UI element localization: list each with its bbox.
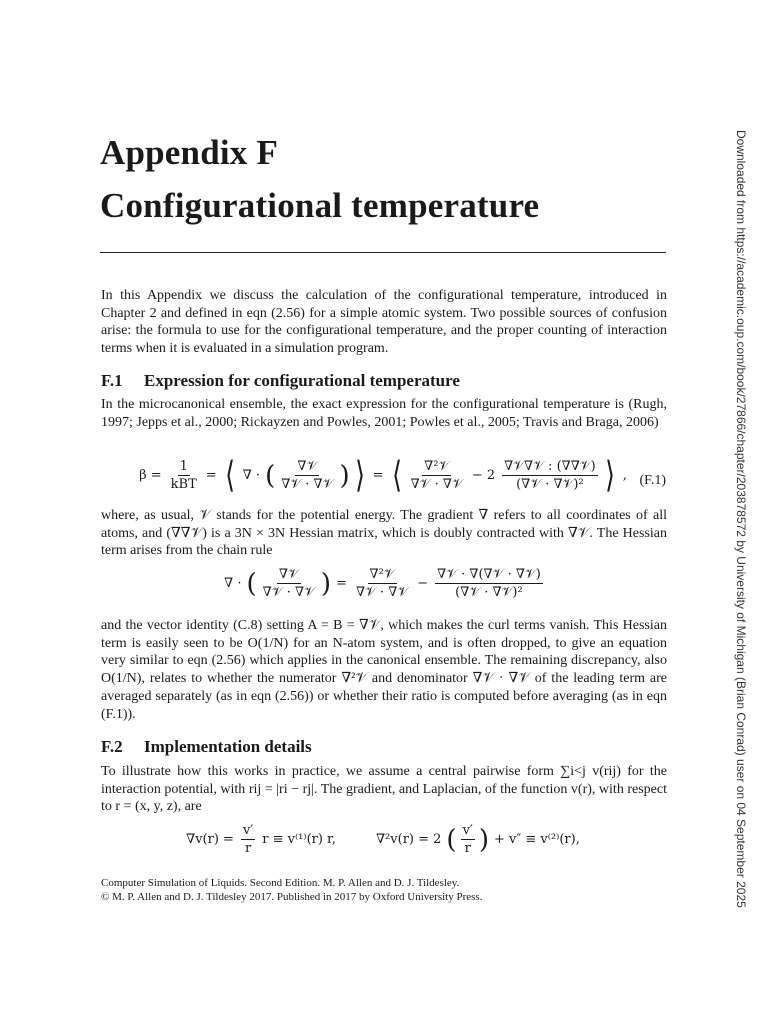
section-number: F.1 <box>101 371 123 390</box>
paren-close: ) <box>478 824 490 855</box>
eq-fraction <box>502 458 598 493</box>
eq-denominator: r <box>464 841 471 856</box>
paren-open: ( <box>246 568 257 599</box>
section-title: Implementation details <box>144 737 312 756</box>
chapter-title: Configurational temperature <box>100 186 540 225</box>
angle-close: ⟩ <box>604 454 615 496</box>
angle-close: ⟩ <box>354 454 365 496</box>
eq-numerator: ∇𝒱 <box>278 567 299 582</box>
equation-chain-rule <box>100 566 666 610</box>
section-heading-f1 <box>101 371 460 391</box>
eq-denominator: ∇𝒱 · ∇𝒱 <box>262 585 315 600</box>
equation-gradient-laplacian <box>100 822 666 866</box>
eq-equals: = <box>372 468 384 483</box>
eq-equals: = <box>336 576 347 591</box>
eq-denominator: ∇𝒱 · ∇𝒱 <box>410 477 463 492</box>
eq-divergence: ∇ · <box>224 576 242 591</box>
eq-fraction <box>409 458 465 493</box>
eq-comma: , <box>622 468 627 483</box>
paren-close: ) <box>339 460 350 491</box>
section1-paragraph3: and the vector identity (C.8) setting A = B = ∇𝒱, which makes the curl terms vanish. This Hessian term is easily seen to be O(1/N) for an N-atom system, and is often dropped, to give an equation very similar to eqn (2.56) which applies in the canonical ensemble. The remaining discrepancy, also O(1/N), relates to whether the numerator ∇²𝒱 and denominator ∇𝒱 · ∇𝒱 of the leading term are averaged separately (as in eqn (2.56)) or whether their ratio is computed before averaging (as in eqn (F.1)). <box>101 618 667 722</box>
eq-laplacian-lhs: ∇²v(r) = 2 <box>375 832 442 847</box>
eq-numerator: ∇𝒱 · ∇(∇𝒱 · ∇𝒱) <box>437 567 541 582</box>
eq-denominator: ∇𝒱 · ∇𝒱 <box>355 585 409 600</box>
eq-divergence: ∇ · <box>242 468 261 483</box>
eq-numerator: 1 <box>179 459 188 474</box>
footer-line-1: Computer Simulation of Liquids. Second Edition. M. P. Allen and D. J. Tildesley. <box>101 877 460 889</box>
eq-fraction <box>279 458 335 493</box>
chapter-label: Appendix F <box>100 133 279 172</box>
section1-paragraph2: where, as usual, 𝒱 stands for the potential energy. The gradient ∇ refers to all coordinates of all atoms, and (∇∇𝒱) is a 3N × 3N Hessian matrix, which is doubly contracted with ∇𝒱. The Hessian term arises from the chain rule <box>101 508 667 559</box>
eq-equals: = <box>205 468 217 483</box>
eq-numerator: ∇²𝒱 <box>424 459 450 474</box>
eq-fraction <box>241 822 255 857</box>
paren-open: ( <box>265 460 276 491</box>
title-rule <box>100 252 666 253</box>
eq-fraction <box>261 566 317 601</box>
section-number: F.2 <box>101 737 123 756</box>
eq-beta: β = <box>139 468 162 483</box>
equation-f1 <box>100 454 666 504</box>
eq-numerator: v′ <box>462 823 473 838</box>
eq-numerator: ∇𝒱∇𝒱 : (∇∇𝒱) <box>504 459 596 474</box>
paren-open: ( <box>446 824 457 855</box>
angle-open: ⟨ <box>224 454 235 496</box>
eq-numerator: ∇𝒱 <box>297 459 318 474</box>
eq-numerator: v′ <box>242 823 254 838</box>
footer <box>101 876 482 904</box>
eq-denominator: kBT <box>170 477 197 492</box>
paren-close: ) <box>320 568 332 599</box>
download-watermark: Downloaded from https://academic.oup.com/book/27866/chapter/203878572 by University of Michigan (Brian Conrad) user on 04 September 2025 <box>734 130 748 908</box>
eq-gradient-lhs: ∇v(r) = <box>186 832 234 847</box>
eq-fraction <box>169 458 199 493</box>
eq-fraction <box>354 566 410 601</box>
footer-line-2: © M. P. Allen and D. J. Tildesley 2017. Published in 2017 by Oxford University Press. <box>101 891 483 903</box>
equation-number: (F.1) <box>639 473 666 488</box>
eq-laplacian-rhs: + v″ ≡ v⁽²⁾(r), <box>494 832 580 847</box>
section1-paragraph1: In the microcanonical ensemble, the exact expression for the configurational temperature is (Rugh, 1997; Jepps et al., 2000; Rickayzen and Powles, 2001; Powles et al., 2005; Travis and Braga, 2006) <box>101 397 667 430</box>
eq-minus: − <box>417 576 429 591</box>
intro-paragraph: In this Appendix we discuss the calculation of the configurational temperature, introduced in Chapter 2 and defined in eqn (2.56) for a simple atomic system. Two possible sources of confusion arise: the formula to use for the configurational temperature, and the proper counting of interaction terms when it is evaluated in a simulation program. <box>101 288 667 357</box>
section2-paragraph1: To illustrate how this works in practice, we assume a central pairwise form ∑i<j v(rij) for the interaction potential, with rij = |ri − rj|. The gradient, and Laplacian, of the function v(r), with respect to r = (x, y, z), are <box>101 764 667 815</box>
section-heading-f2 <box>101 737 312 757</box>
eq-fraction <box>435 566 543 601</box>
eq-denominator: (∇𝒱 · ∇𝒱)² <box>516 477 584 492</box>
eq-gradient-rhs: r ≡ v⁽¹⁾(r) r, <box>262 832 336 847</box>
eq-denominator: ∇𝒱 · ∇𝒱 <box>281 477 334 492</box>
eq-fraction <box>461 822 475 857</box>
eq-denominator: (∇𝒱 · ∇𝒱)² <box>455 585 523 600</box>
eq-minus-two: − 2 <box>471 468 496 483</box>
section-title: Expression for configurational temperature <box>144 371 460 390</box>
eq-numerator: ∇²𝒱 <box>369 567 395 582</box>
angle-open: ⟨ <box>391 454 402 496</box>
eq-denominator: r <box>244 841 252 856</box>
